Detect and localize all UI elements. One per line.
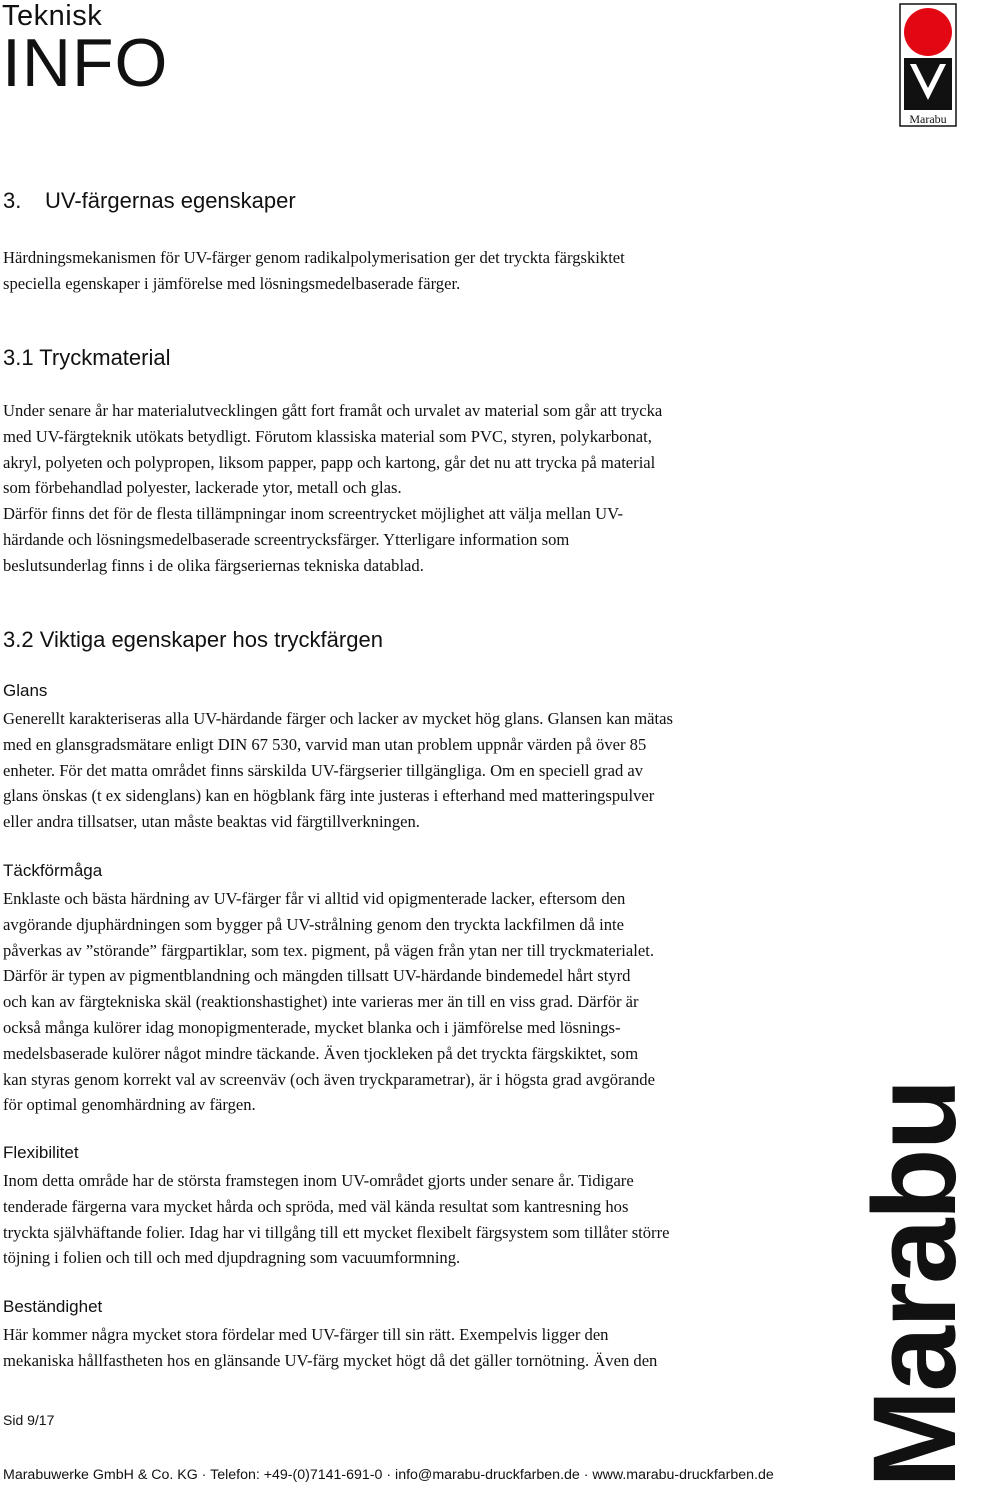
text-line: Enklaste och bästa härdning av UV-färger får vi alltid vid opigmenterade lacker, eftersom den [3,889,626,908]
logo-text: Marabu [909,112,947,126]
section-3-title: UV-färgernas egenskaper [45,188,296,213]
text-line: som förbehandlad polyester, lackerade ytor, metall och glas. [3,478,402,498]
text-line: avgörande djuphärdningen som bygger på UV-strålning genom den tryckta lackfilmen då inte [3,914,625,934]
glans-body [3,706,833,835]
page-number: Sid 9/17 [3,1412,55,1428]
footer-contact: Marabuwerke GmbH & Co. KG · Telefon: +49-(0)7141-691-0 · info@marabu-druckfarben.de · www.marabu-druckfarben.de [3,1467,774,1483]
text-line: speciella egenskaper i jämförelse med lösningsmedelbaserade färger. [3,273,461,293]
section-3-intro [3,245,833,297]
text-line: med UV-färgteknik utökats betydligt. Förutom klassiska material som PVC, styren, polykarbonat, [3,426,652,446]
section-3-heading [3,188,296,214]
text-line: och kan av färgtekniska skäl (reaktionshastighet) inte varieras mer än till en viss grad. Därför är [3,992,639,1012]
text-line: akryl, polyeten och polypropen, liksom papper, papp och kartong, går det nu att trycka på material [3,452,656,472]
bestandighet-body [3,1322,833,1374]
flexibilitet-body [3,1168,833,1271]
text-line: medelsbaserade kulörer något mindre täckande. Även tjockleken på det tryckta färgskiktet, som [3,1043,639,1063]
document-brand-title [2,0,169,101]
text-line: tryckta självhäftande folier. Idag har vi tillgång till ett mycket flexibelt färgsystem som tillåter större [3,1222,670,1242]
text-line: påverkas av ”störande” färgpartiklar, som tex. pigment, på vägen från ytan ner till tryckmaterialet. [3,940,654,960]
side-brand-watermark: Marabu [849,1080,981,1488]
text-line: också många kulörer idag monopigmenterade, mycket blanka och i jämförelse med lösnings- [3,1017,621,1037]
text-line: kan styras genom korrekt val av screenväv (och även tryckparametrar), är i högsta grad avgörande [3,1069,655,1089]
text-line: Därför är typen av pigmentblandning och mängden tillsatt UV-härdande bindemedel hårt styrd [3,966,631,986]
tackformaga-body [3,886,833,1118]
text-line: Härdningsmekanismen för UV-färger genom radikalpolymerisation ger det tryckta färgskiktet [3,248,625,267]
text-line: beslutsunderlag finns i de olika färgseriernas tekniska datablad. [3,555,424,575]
text-line: glans önskas (t ex sidenglans) kan en högblank färg inte justeras i efterhand med matteringspulver [3,786,655,806]
glans-heading: Glans [3,681,48,700]
text-line: med en glansgradsmätare enligt DIN 67 530, varvid man utan problem uppnår värden på över 85 [3,734,647,754]
text-line: härdande och lösningsmedelbaserade screentrycksfärger. Ytterligare information som [3,529,570,549]
text-line: för optimal genomhärdning av färgen. [3,1095,256,1115]
tackformaga-heading: Täckförmåga [3,861,103,880]
logo-red-circle [904,8,952,56]
section-3-2-heading: 3.2 Viktiga egenskaper hos tryckfärgen [3,627,383,652]
text-line: enheter. För det matta området finns särskilda UV-färgserier tillgängliga. Om en speciell grad av [3,760,644,780]
text-line: Därför finns det för de flesta tillämpningar inom screentrycket möjlighet att välja mellan UV- [3,504,624,524]
text-line: Generellt karakteriseras alla UV-härdande färger och lacker av mycket hög glans. Glansen kan mätas [3,709,673,728]
text-line: Under senare år har materialutvecklingen gått fort framåt och urvalet av material som går att trycka [3,401,663,420]
bestandighet-heading: Beständighet [3,1297,103,1316]
title-line-info: INFO [2,25,169,101]
text-line: Här kommer några mycket stora fördelar med UV-färger till sin rätt. Exempelvis ligger den [3,1325,609,1344]
section-3-1-body [3,398,833,579]
text-line: Inom detta område har de största framstegen inom UV-området gjorts under senare år. Tidigare [3,1171,634,1190]
text-line: töjning i folien och till och med djupdragning som vacuumformning. [3,1248,461,1268]
section-3-1-heading: 3.1 Tryckmaterial [3,345,171,370]
flexibilitet-heading: Flexibilitet [3,1143,79,1162]
text-line: mekaniska hållfastheten hos en glänsande UV-färg mycket högt då det gäller tornötning. Även den [3,1350,658,1370]
text-line: eller andra tillsatser, utan måste beaktas vid färgtillverkningen. [3,812,420,832]
marabu-logo-icon [900,4,956,126]
section-3-number: 3. [3,188,22,213]
title-line-teknisk: Teknisk [2,0,103,32]
text-line: tenderade färgerna vara mycket hårda och spröda, med väl kända resultat som kantresning hos [3,1196,629,1216]
